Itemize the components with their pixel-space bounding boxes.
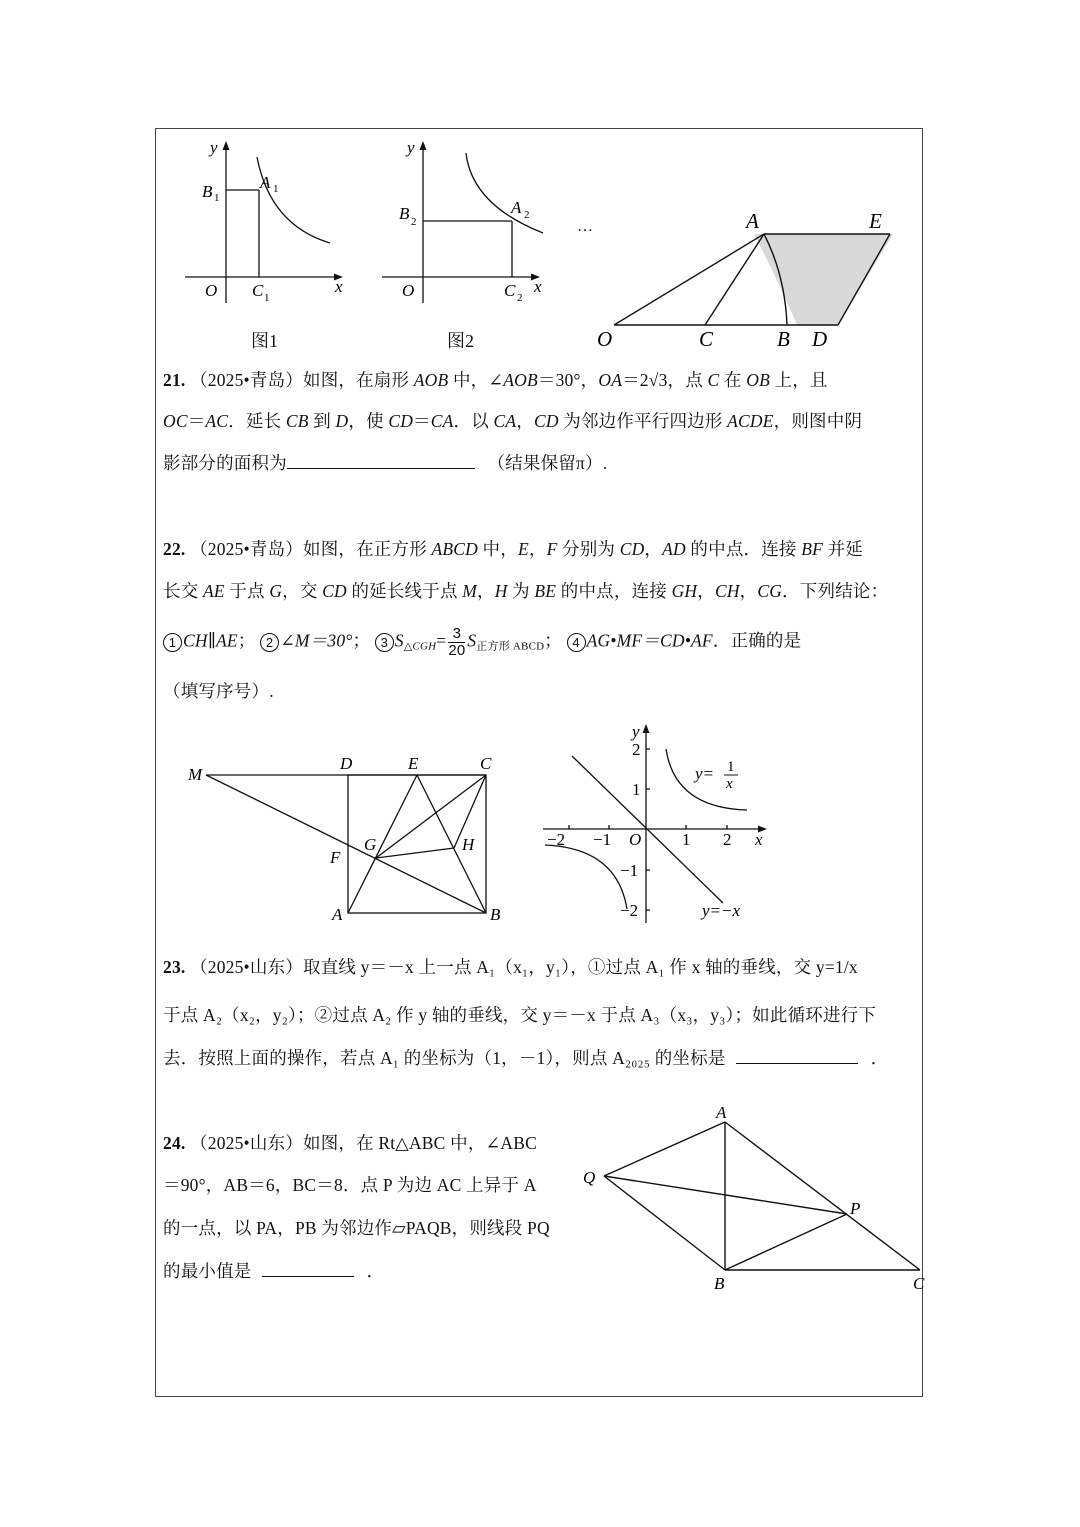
question-number: 24. bbox=[163, 1133, 186, 1153]
svg-text:−2: −2 bbox=[547, 830, 566, 849]
svg-text:1: 1 bbox=[632, 780, 641, 799]
svg-text:1: 1 bbox=[264, 292, 270, 304]
answer-blank-q21[interactable] bbox=[287, 452, 475, 469]
figure-q24-triangle bbox=[580, 1100, 925, 1295]
svg-text:G: G bbox=[364, 835, 377, 854]
svg-text:B: B bbox=[399, 204, 410, 223]
q24-line-3: 的一点，以 PA，PB 为邻边作▱PAQB，则线段 PQ bbox=[163, 1218, 550, 1238]
svg-text:1: 1 bbox=[682, 830, 691, 849]
svg-text:H: H bbox=[462, 835, 475, 854]
svg-text:2: 2 bbox=[524, 209, 530, 221]
svg-text:M: M bbox=[188, 765, 203, 784]
svg-text:1: 1 bbox=[273, 183, 279, 195]
svg-text:O: O bbox=[402, 281, 415, 300]
svg-text:B: B bbox=[777, 327, 790, 351]
svg-text:1: 1 bbox=[214, 192, 220, 204]
question-number: 21. bbox=[163, 370, 186, 390]
figure-1-hyperbola bbox=[180, 135, 355, 320]
svg-text:C: C bbox=[699, 327, 714, 351]
svg-text:x: x bbox=[335, 277, 343, 296]
svg-text:E: E bbox=[408, 754, 419, 773]
q23-line-2: 于点 A₂（x₂，y₂）；②过点 A₂ 作 y 轴的垂线，交 y＝－x 于点 A₃（x₃，y₃）；如此循环进行下 bbox=[163, 1005, 877, 1025]
svg-text:y: y bbox=[210, 138, 218, 157]
svg-text:B: B bbox=[714, 1274, 725, 1293]
q21-line-1: 21. （2025•青岛）如图，在扇形 AOB 中，∠AOB＝30°，OA＝2√3，点 C 在 OB 上，且 bbox=[163, 370, 828, 390]
answer-blank-q23[interactable] bbox=[736, 1047, 858, 1064]
svg-text:D: D bbox=[812, 327, 828, 351]
svg-text:E: E bbox=[869, 209, 882, 233]
svg-text:A: A bbox=[746, 209, 759, 233]
figure-1-caption: 图1 bbox=[251, 331, 278, 351]
svg-text:A: A bbox=[511, 198, 522, 217]
question-number: 22. bbox=[163, 539, 186, 559]
answer-blank-q24[interactable] bbox=[262, 1260, 354, 1277]
q21-line-3: 影部分的面积为 （结果保留π）. bbox=[163, 453, 608, 473]
svg-text:y=−x: y=−x bbox=[702, 901, 741, 920]
figure-function-graph bbox=[535, 718, 780, 928]
svg-text:x: x bbox=[534, 277, 542, 296]
q24-line-4: 的最小值是 ． bbox=[163, 1261, 385, 1281]
svg-text:2: 2 bbox=[517, 292, 523, 304]
svg-text:y: y bbox=[632, 722, 640, 741]
svg-text:C: C bbox=[252, 281, 264, 300]
question-source: （2025•山东） bbox=[190, 1133, 303, 1153]
question-number: 23. bbox=[163, 957, 186, 977]
svg-text:P: P bbox=[850, 1199, 861, 1218]
svg-text:x: x bbox=[755, 830, 763, 849]
svg-text:−1: −1 bbox=[620, 861, 639, 880]
q22-conclusions: 1 CH∥AE； 2 ∠M＝30°； 3 $S_{\triangle CGH}=$ $\frac{3}{20}$ $S_{正方形 ABCD}$； 4 AG•MF＝CD•AF．正确的是 bbox=[163, 626, 801, 659]
svg-text:D: D bbox=[340, 754, 353, 773]
svg-text:−1: −1 bbox=[593, 830, 612, 849]
ellipsis: … bbox=[577, 218, 593, 235]
svg-text:1: 1 bbox=[727, 759, 735, 775]
figure-q21-sector-parallelogram bbox=[590, 205, 900, 355]
figure-2-caption: 图2 bbox=[447, 331, 474, 351]
svg-text:y=: y= bbox=[695, 764, 715, 783]
svg-text:2: 2 bbox=[723, 830, 732, 849]
svg-text:O: O bbox=[629, 830, 642, 849]
svg-text:2: 2 bbox=[632, 740, 641, 759]
svg-text:−2: −2 bbox=[620, 901, 639, 920]
circled-2: 2 bbox=[260, 633, 279, 652]
svg-text:O: O bbox=[597, 327, 613, 351]
question-source: （2025•青岛） bbox=[190, 370, 303, 390]
svg-text:A: A bbox=[260, 173, 271, 192]
svg-text:C: C bbox=[913, 1274, 925, 1293]
svg-text:A: A bbox=[332, 905, 343, 924]
question-source: （2025•山东） bbox=[190, 957, 303, 977]
svg-text:C: C bbox=[480, 754, 492, 773]
svg-text:B: B bbox=[202, 182, 213, 201]
question-source: （2025•青岛） bbox=[190, 539, 303, 559]
svg-text:O: O bbox=[205, 281, 218, 300]
q24-line-2: ＝90°，AB＝6，BC＝8．点 P 为边 AC 上异于 A bbox=[163, 1175, 537, 1195]
figure-2-hyperbola bbox=[377, 135, 552, 320]
circled-4: 4 bbox=[567, 633, 586, 652]
svg-text:2: 2 bbox=[411, 216, 417, 228]
q22-line-1: 22. （2025•青岛）如图，在正方形 ABCD 中，E，F 分别为 CD，AD 的中点．连接 BF 并延 bbox=[163, 539, 863, 559]
circled-3: 3 bbox=[375, 633, 394, 652]
q22-line-2: 长交 AE 于点 G，交 CD 的延长线于点 M，H 为 BE 的中点，连接 GH，CH，CG．下列结论： bbox=[163, 581, 889, 601]
svg-text:C: C bbox=[504, 281, 516, 300]
svg-text:F: F bbox=[330, 848, 341, 867]
fraction-3-20: $\frac{3}{20}$ bbox=[448, 625, 466, 659]
svg-text:B: B bbox=[490, 905, 501, 924]
svg-text:Q: Q bbox=[583, 1168, 596, 1187]
q21-line-2: OC＝AC．延长 CB 到 D，使 CD＝CA．以 CA，CD 为邻边作平行四边形 ACDE，则图中阴 bbox=[163, 411, 863, 431]
q23-line-3: 去．按照上面的操作，若点 A₁ 的坐标为（1，－1），则点 A₂₀₂₅ 的坐标是 ． bbox=[163, 1048, 889, 1068]
q23-line-1: 23. （2025•山东）取直线 y＝－x 上一点 A₁（x₁，y₁），①过点 A₁ 作 x 轴的垂线，交 y=1/x bbox=[163, 957, 858, 977]
svg-text:x: x bbox=[726, 776, 733, 792]
svg-text:y: y bbox=[407, 138, 415, 157]
figure-q22-square bbox=[180, 750, 515, 925]
q22-line-4: （填写序号）. bbox=[163, 681, 274, 701]
svg-text:A: A bbox=[716, 1103, 727, 1122]
circled-1: 1 bbox=[163, 633, 182, 652]
q24-line-1: 24. （2025•山东）如图，在 Rt△ABC 中，∠ABC bbox=[163, 1133, 537, 1153]
